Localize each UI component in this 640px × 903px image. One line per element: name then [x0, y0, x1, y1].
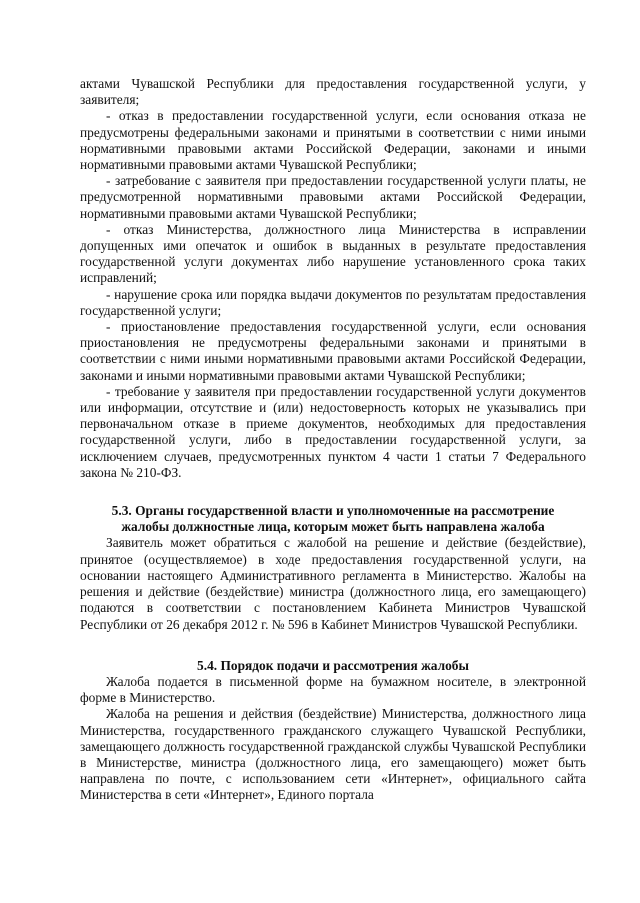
list-item: - отказ Министерства, должностного лица Министерства в исправлении допущенных ими опечаток и ошибок в выданных в результате предоставления государственной услуги документах либо нарушение установленного срока таких исправлений;: [80, 221, 586, 286]
list-item: - затребование с заявителя при предоставлении государственной услуги платы, не предусмотренной нормативными правовыми актами Российской Федерации, нормативными правовыми актами Чувашской Республики;: [80, 173, 586, 221]
list-item: - приостановление предоставления государственной услуги, если основания приостановления не предусмотрены федеральными законами и принятыми в соответствии с ними иными нормативными правовыми актами Российской Федерации, законами и иными нормативными правовыми актами Чувашской Республики;: [80, 319, 586, 383]
section-heading-5-3: 5.3. Органы государственной власти и уполномоченные на рассмотрение жалобы должностные лица, которым может быть направлена жалоба: [111, 503, 555, 535]
document-page: [80, 76, 586, 804]
spacer: [80, 481, 586, 503]
list-item: - требование у заявителя при предоставлении государственной услуги документов или информации, отсутствие и (или) недостоверность которых не указывались при первоначальном отказе в приеме документов, необходимых для предоставления государственной услуги, либо в предоставлении государственной услуги, за исключением случаев, предусмотренных пунктом 4 части 1 статьи 7 Федерального закона № 210-ФЗ.: [80, 383, 586, 480]
paragraph: актами Чувашской Республики для предоставления государственной услуги, у заявителя;: [80, 76, 586, 108]
paragraph: Жалоба на решения и действия (бездействие) Министерства, должностного лица Министерства, государственного гражданского служащего Чувашской Республики, замещающего должность государственной гражданской службы Чувашской Республики в Министерстве, министра (должностного лица, его замещающего) может быть направлена по почте, с использованием сети «Интернет», официального сайта Министерства в сети «Интернет», Единого портала: [80, 706, 586, 803]
list-item: - нарушение срока или порядка выдачи документов по результатам предоставления государственной услуги;: [80, 286, 586, 318]
list-item: - отказ в предоставлении государственной услуги, если основания отказа не предусмотрены федеральными законами и принятыми в соответствии с ними иными нормативными правовыми актами Российской Федерации, законами и иными нормативными правовыми актами Чувашской Республики;: [80, 108, 586, 173]
section-heading-5-4: 5.4. Порядок подачи и рассмотрения жалобы: [197, 657, 469, 673]
paragraph: Заявитель может обратиться с жалобой на решение и действие (бездействие), принятое (осуществляемое) в ходе предоставления государственной услуги, на основании настоящего Административного регламента в Министерство. Жалобы на решения и действие (бездействие) министра (должностного лица, его замещающего) подаются в соответствии с постановлением Кабинета Министров Чувашской Республики от 26 декабря 2012 г. № 596 в Кабинет Министров Чувашской Республики.: [80, 535, 586, 632]
spacer: [80, 633, 586, 658]
paragraph: Жалоба подается в письменной форме на бумажном носителе, в электронной форме в Министерство.: [80, 673, 586, 706]
